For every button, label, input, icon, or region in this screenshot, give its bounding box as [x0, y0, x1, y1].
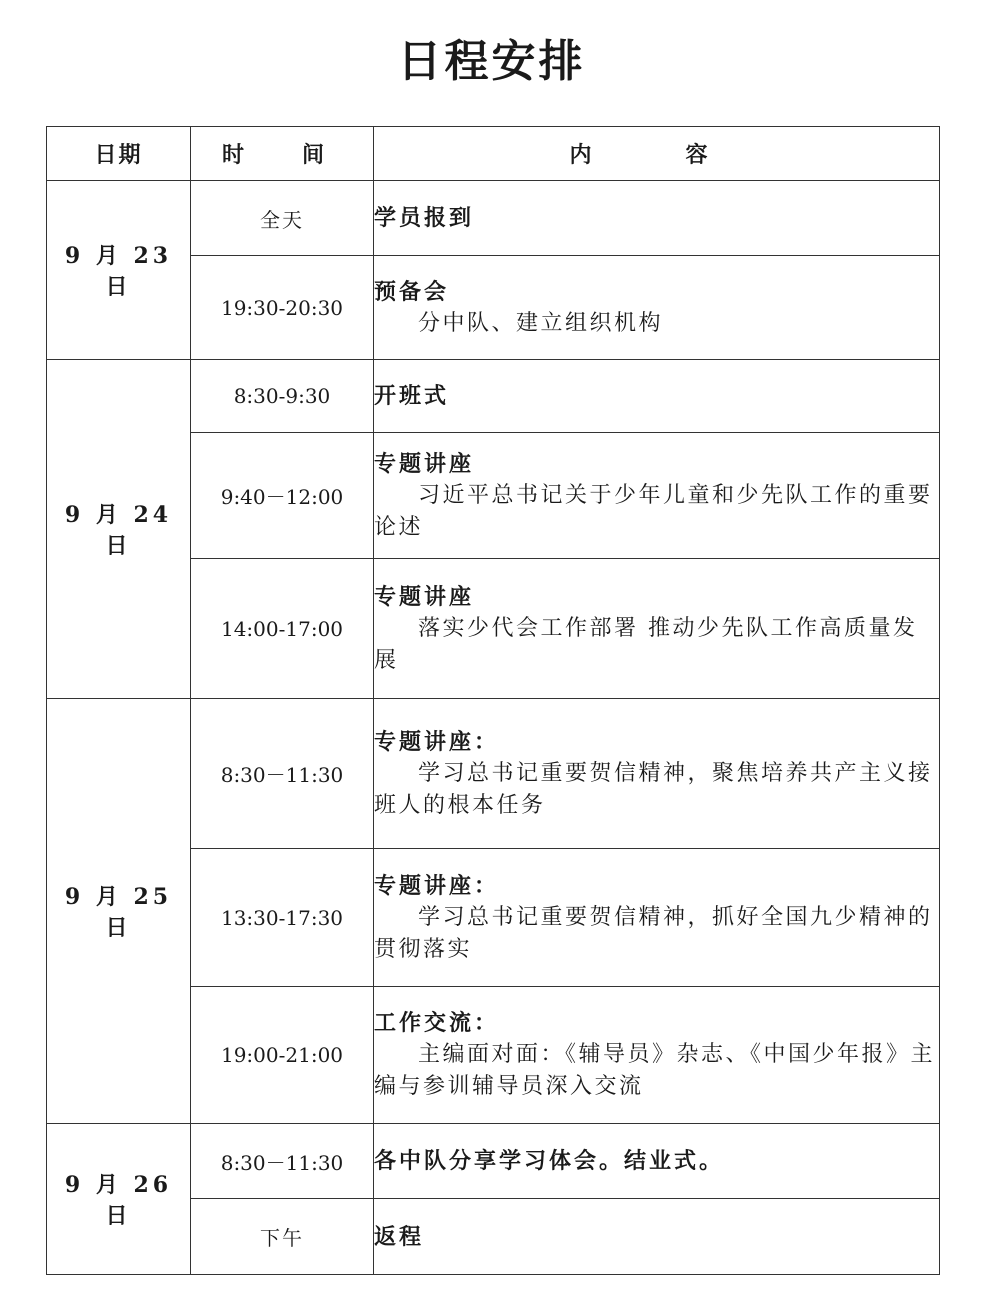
content-title: 开班式 — [374, 383, 450, 409]
date-cell: 9 月 25 日 — [47, 699, 191, 1124]
header-content: 内 容 — [374, 127, 940, 181]
page-title: 日程安排 — [397, 36, 586, 87]
content-title: 专题讲座： — [374, 872, 500, 899]
content-cell — [374, 849, 940, 987]
content-cell — [374, 360, 940, 433]
date-cell: 9 月 23 日 — [47, 181, 191, 360]
time-cell: 13:30-17:30 — [191, 849, 374, 987]
content-title: 专题讲座 — [374, 583, 475, 610]
content-title: 学员报到 — [374, 205, 475, 231]
content-cell — [374, 1124, 940, 1199]
time-cell: 14:00-17:00 — [191, 559, 374, 699]
content-desc: 主编面对面：《辅导员》杂志、《中国少年报》主编与参训辅导员深入交流 — [374, 1042, 936, 1099]
content-desc: 落实少代会工作部署 推动少先队工作高质量发展 — [374, 615, 918, 673]
date-cell: 9 月 26 日 — [47, 1124, 191, 1275]
content-title: 专题讲座： — [374, 728, 500, 755]
time-cell: 19:30-20:30 — [191, 256, 374, 360]
table-row — [47, 181, 940, 256]
content-desc: 分中队、建立组织机构 — [418, 310, 664, 336]
time-cell: 全天 — [191, 181, 374, 256]
schedule-table — [46, 126, 940, 1275]
time-cell: 下午 — [191, 1199, 374, 1275]
content-title: 各中队分享学习体会。结业式。 — [374, 1148, 725, 1174]
content-cell — [374, 559, 940, 699]
content-cell — [374, 699, 940, 849]
time-cell: 8:30－11:30 — [191, 699, 374, 849]
date-cell: 9 月 24 日 — [47, 360, 191, 699]
table-row — [47, 360, 940, 433]
content-cell — [374, 181, 940, 256]
content-cell — [374, 1199, 940, 1275]
header-row — [47, 127, 940, 181]
time-cell: 8:30-9:30 — [191, 360, 374, 433]
time-cell: 19:00-21:00 — [191, 987, 374, 1124]
content-title: 预备会 — [374, 278, 450, 305]
time-cell: 8:30－11:30 — [191, 1124, 374, 1199]
content-title: 工作交流： — [374, 1010, 500, 1036]
content-cell — [374, 987, 940, 1124]
content-cell — [374, 256, 940, 360]
content-desc: 学习总书记重要贺信精神，聚焦培养共产主义接班人的根本任务 — [374, 760, 933, 818]
content-desc: 习近平总书记关于少年儿童和少先队工作的重要论述 — [374, 482, 933, 540]
header-time: 时 间 — [191, 127, 374, 181]
content-cell — [374, 433, 940, 559]
content-desc: 学习总书记重要贺信精神，抓好全国九少精神的贯彻落实 — [374, 904, 933, 962]
table-row — [47, 699, 940, 849]
content-title: 专题讲座 — [374, 450, 475, 477]
header-date: 日期 — [47, 127, 191, 181]
content-title: 返程 — [374, 1223, 425, 1250]
time-cell: 9:40－12:00 — [191, 433, 374, 559]
table-row — [47, 1124, 940, 1199]
